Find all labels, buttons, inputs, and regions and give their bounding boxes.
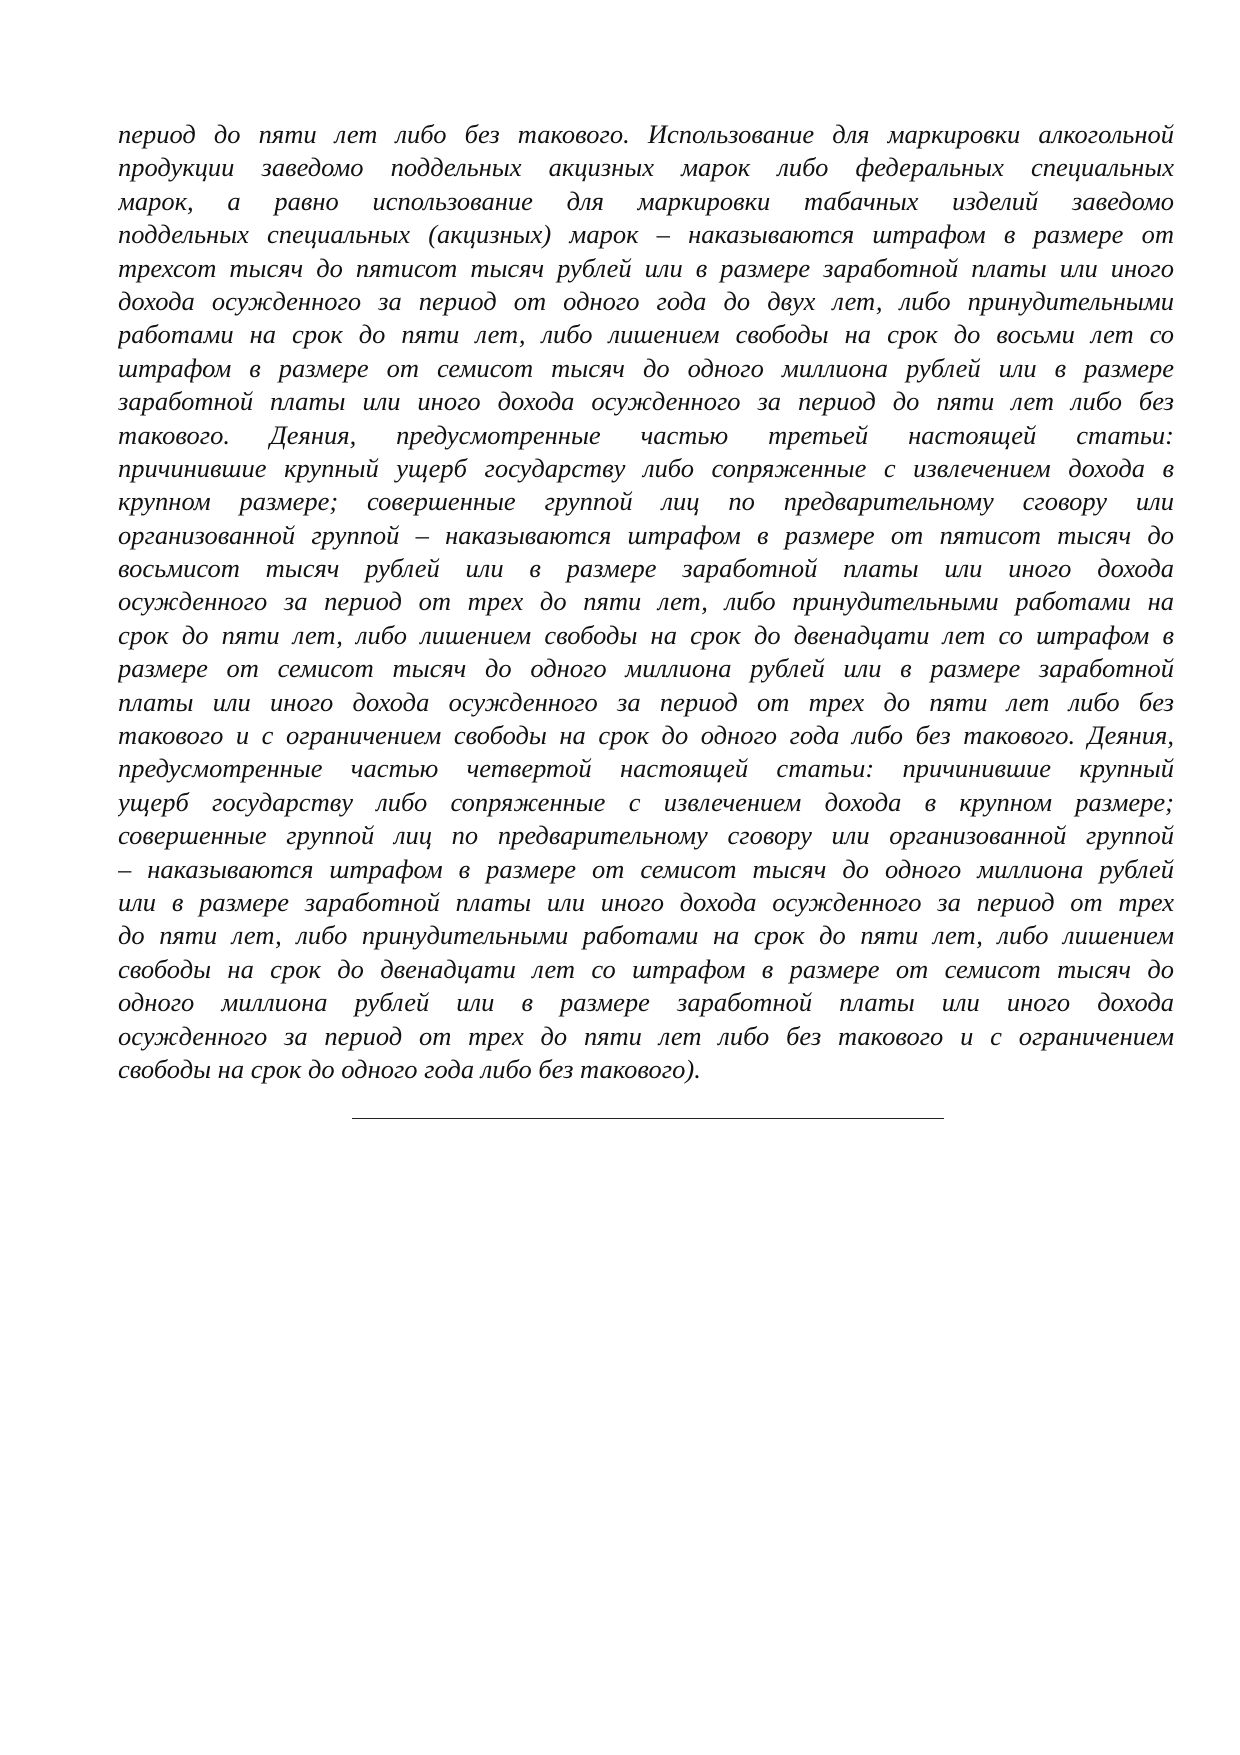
- text-line: поддельных специальных (акцизных) марок – наказываются штрафом в размере от: [118, 219, 1174, 250]
- text-line: работами на срок до пяти лет, либо лишением свободы на срок до восьми лет со: [118, 319, 1174, 350]
- text-line: одного миллиона рублей или в размере заработной платы или иного дохода: [118, 987, 1174, 1018]
- text-line: срок до пяти лет, либо лишением свободы на срок до двенадцати лет со штрафом в: [118, 619, 1174, 650]
- horizontal-divider: [352, 1118, 944, 1119]
- text-line: размере от семисот тысяч до одного миллиона рублей или в размере заработной: [118, 653, 1174, 684]
- text-line: осужденного за период от трех до пяти лет, либо принудительными работами на: [118, 586, 1174, 617]
- text-line: восьмисот тысяч рублей или в размере заработной платы или иного дохода: [118, 553, 1174, 584]
- text-line: штрафом в размере от семисот тысяч до одного миллиона рублей или в размере: [118, 352, 1174, 383]
- text-line: такового и с ограничением свободы на срок до одного года либо без такового. Деяния,: [118, 720, 1174, 751]
- text-line: свободы на срок до одного года либо без такового).: [118, 1053, 701, 1084]
- text-line: ущерб государству либо сопряженные с извлечением дохода в крупном размере;: [118, 786, 1174, 817]
- text-line: дохода осужденного за период от одного года до двух лет, либо принудительными: [118, 285, 1174, 316]
- text-line: предусмотренные частью четвертой настоящей статьи: причинившие крупный: [118, 753, 1174, 784]
- text-line: осужденного за период от трех до пяти лет либо без такового и с ограничением: [118, 1020, 1174, 1051]
- body-text: [118, 118, 1174, 1086]
- text-line: причинившие крупный ущерб государству либо сопряженные с извлечением дохода в: [118, 452, 1174, 483]
- text-line: – наказываются штрафом в размере от семисот тысяч до одного миллиона рублей: [118, 853, 1174, 884]
- text-line: совершенные группой лиц по предварительному сговору или организованной группой: [118, 820, 1174, 851]
- text-line: крупном размере; совершенные группой лиц по предварительному сговору или: [118, 486, 1174, 517]
- text-line: платы или иного дохода осужденного за период от трех до пяти лет либо без: [118, 686, 1174, 717]
- text-line: марок, а равно использование для маркировки табачных изделий заведомо: [118, 185, 1174, 216]
- text-line: период до пяти лет либо без такового. Использование для маркировки алкогольной: [118, 119, 1174, 149]
- text-line: организованной группой – наказываются штрафом в размере от пятисот тысяч до: [118, 519, 1174, 550]
- text-line: такового. Деяния, предусмотренные частью третьей настоящей статьи:: [118, 419, 1174, 450]
- text-line: заработной платы или иного дохода осужденного за период до пяти лет либо без: [118, 386, 1174, 417]
- text-line: продукции заведомо поддельных акцизных марок либо федеральных специальных: [118, 152, 1174, 183]
- text-line: трехсот тысяч до пятисот тысяч рублей или в размере заработной платы или иного: [118, 252, 1174, 283]
- text-line: или в размере заработной платы или иного дохода осужденного за период от трех: [118, 886, 1174, 917]
- text-line: свободы на срок до двенадцати лет со штрафом в размере от семисот тысяч до: [118, 953, 1174, 984]
- text-line: до пяти лет, либо принудительными работами на срок до пяти лет, либо лишением: [118, 920, 1174, 951]
